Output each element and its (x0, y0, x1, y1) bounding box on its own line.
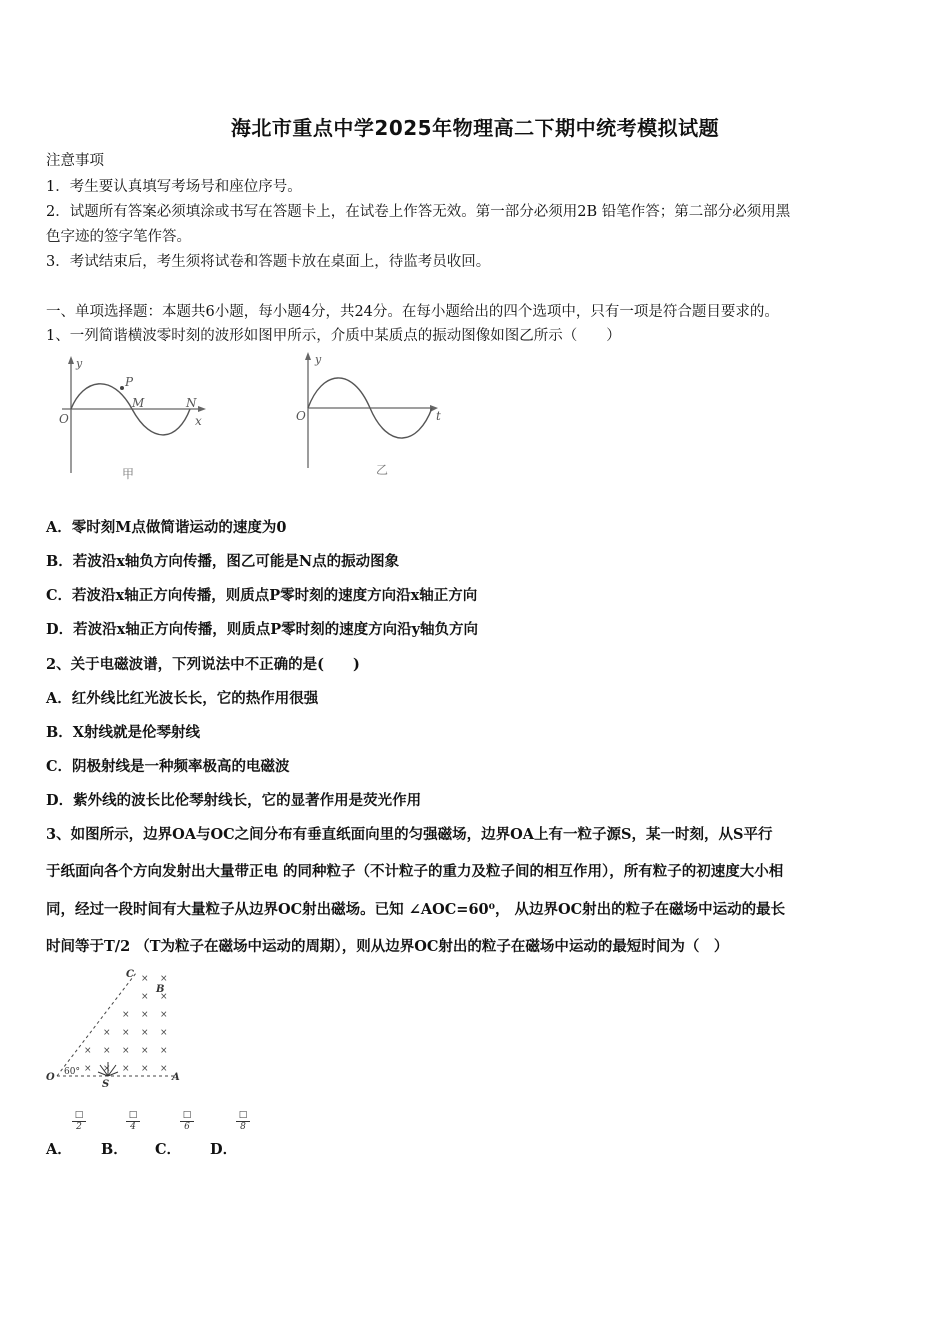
field-x-mark: × (103, 1028, 111, 1038)
option-text: 若波沿x轴正方向传播，则质点P零时刻的速度方向沿x轴正方向 (72, 587, 478, 604)
q2-option-d (46, 791, 421, 811)
label-y: y (315, 353, 322, 366)
field-x-mark: × (141, 1046, 149, 1056)
field-x-mark: × (160, 974, 168, 984)
label-y: y (76, 357, 83, 370)
q3-option-d-label: D． (210, 1141, 238, 1158)
label-o: O (59, 412, 69, 426)
q3-stem-line2: 于纸面向各个方向发射出大量带正电 的同种粒子（不计粒子的重力及粒子间的相互作用），所有粒子的初速度大小相 (46, 863, 784, 880)
option-label: C． (46, 587, 73, 604)
label-s: S (102, 1079, 110, 1090)
q3-stem-line1: 3、如图所示，边界OA与OC之间分布有垂直纸面向里的匀强磁场，边界OA上有一粒子源S，某一时刻，从S平行 (46, 826, 773, 843)
option-text: X射线就是伦琴射线 (72, 724, 201, 741)
q2-option-a (46, 689, 318, 709)
q1-figures (50, 348, 470, 488)
q3-option-a-fraction: □ 2 (72, 1110, 86, 1133)
q1-option-c (46, 586, 477, 606)
field-x-mark: × (141, 1010, 149, 1020)
q2-option-b (46, 723, 200, 743)
section-heading: 一、单项选择题：本题共6小题，每小题4分，共24分。在每小题给出的四个选项中，只有一项是符合题目要求的。 (46, 304, 779, 320)
q1-option-b (46, 552, 399, 572)
label-a: A (172, 1072, 180, 1083)
field-x-mark: × (160, 1064, 168, 1074)
option-text: 阴极射线是一种频率极高的电磁波 (72, 758, 290, 775)
label-c: C (126, 969, 134, 980)
label-x: x (195, 414, 202, 428)
q3-figure (40, 965, 200, 1095)
label-t: t (436, 409, 441, 423)
notice-item: 色字迹的签字笔作答。 (46, 229, 191, 245)
caption-yi: 乙 (376, 463, 389, 477)
option-label: D． (46, 621, 74, 638)
field-x-mark: × (122, 1046, 130, 1056)
field-x-mark: × (141, 992, 149, 1002)
field-x-mark: × (103, 1064, 111, 1074)
option-label: B． (46, 724, 73, 741)
option-text: 红外线比红光波长长，它的热作用很强 (71, 690, 319, 707)
q1-option-a (46, 518, 286, 538)
notice-item: 3．考试结束后，考生须将试卷和答题卡放在桌面上，待监考员收回。 (46, 254, 491, 270)
field-x-mark: × (141, 974, 149, 984)
q3-option-c-fraction: □ 6 (180, 1110, 194, 1133)
q3-option-b-label: B． (101, 1141, 128, 1158)
field-x-mark: × (103, 1046, 111, 1056)
label-p: P (125, 375, 134, 389)
label-angle: 60° (64, 1067, 80, 1077)
label-o: O (296, 409, 306, 423)
figure-jia (59, 356, 206, 481)
page-title: 海北市重点中学2025年物理高二下期中统考模拟试题 (230, 116, 720, 140)
option-text: 零时刻M点做简谐运动的速度为0 (71, 519, 287, 536)
notice-heading: 注意事项 (46, 153, 104, 169)
option-text: 紫外线的波长比伦琴射线长，它的显著作用是荧光作用 (73, 792, 422, 809)
field-x-mark: × (122, 1064, 130, 1074)
q1-stem: 1、一列简谐横波零时刻的波形如图甲所示，介质中某质点的振动图像如图乙所示（ ） (46, 328, 621, 344)
field-x-mark: × (122, 1028, 130, 1038)
q3-option-a-label: A． (46, 1141, 72, 1158)
figure-yi (296, 352, 441, 477)
caption-jia: 甲 (122, 467, 135, 481)
q3-option-c-label: C． (155, 1141, 182, 1158)
field-x-mark: × (160, 1010, 168, 1020)
q2-stem: 2、关于电磁波谱，下列说法中不正确的是( ) (46, 656, 360, 673)
q3-option-d-fraction: □ 8 (236, 1110, 250, 1133)
option-label: B． (46, 553, 73, 570)
option-text: 若波沿x轴负方向传播，图乙可能是N点的振动图象 (72, 553, 400, 570)
field-x-mark: × (160, 1028, 168, 1038)
option-text: 若波沿x轴正方向传播，则质点P零时刻的速度方向沿y轴负方向 (73, 621, 479, 638)
notice-item: 1．考生要认真填写考场号和座位序号。 (46, 179, 302, 195)
field-marks (84, 974, 168, 1074)
q3-stem-line4: 时间等于T/2 （T为粒子在磁场中运动的周期），则从边界OC射出的粒子在磁场中运动的最短时间为（ ） (46, 938, 729, 955)
notice-item: 2．试题所有答案必须填涂或书写在答题卡上，在试卷上作答无效。第一部分必须用2B 铅笔作答；第二部分必须用黑 (46, 204, 791, 220)
label-o: O (46, 1072, 55, 1083)
label-b: B (156, 984, 165, 995)
field-x-mark: × (84, 1046, 92, 1056)
q3-stem-line3: 同，经过一段时间有大量粒子从边界OC射出磁场。已知 ∠AOC=60⁰， 从边界OC射出的粒子在磁场中运动的最长 (46, 901, 786, 918)
field-x-mark: × (160, 1046, 168, 1056)
field-x-mark: × (84, 1064, 92, 1074)
q3-options (46, 1110, 306, 1160)
option-label: A． (46, 519, 72, 536)
q2-option-c (46, 757, 290, 777)
label-m: M (132, 396, 145, 410)
field-x-mark: × (141, 1064, 149, 1074)
label-n: N (186, 396, 197, 410)
field-x-mark: × (122, 1010, 130, 1020)
option-label: C． (46, 758, 73, 775)
field-x-mark: × (160, 992, 168, 1002)
option-label: D． (46, 792, 74, 809)
option-label: A． (46, 690, 72, 707)
q1-option-d (46, 620, 478, 640)
field-x-mark: × (141, 1028, 149, 1038)
q3-option-b-fraction: □ 4 (126, 1110, 140, 1133)
